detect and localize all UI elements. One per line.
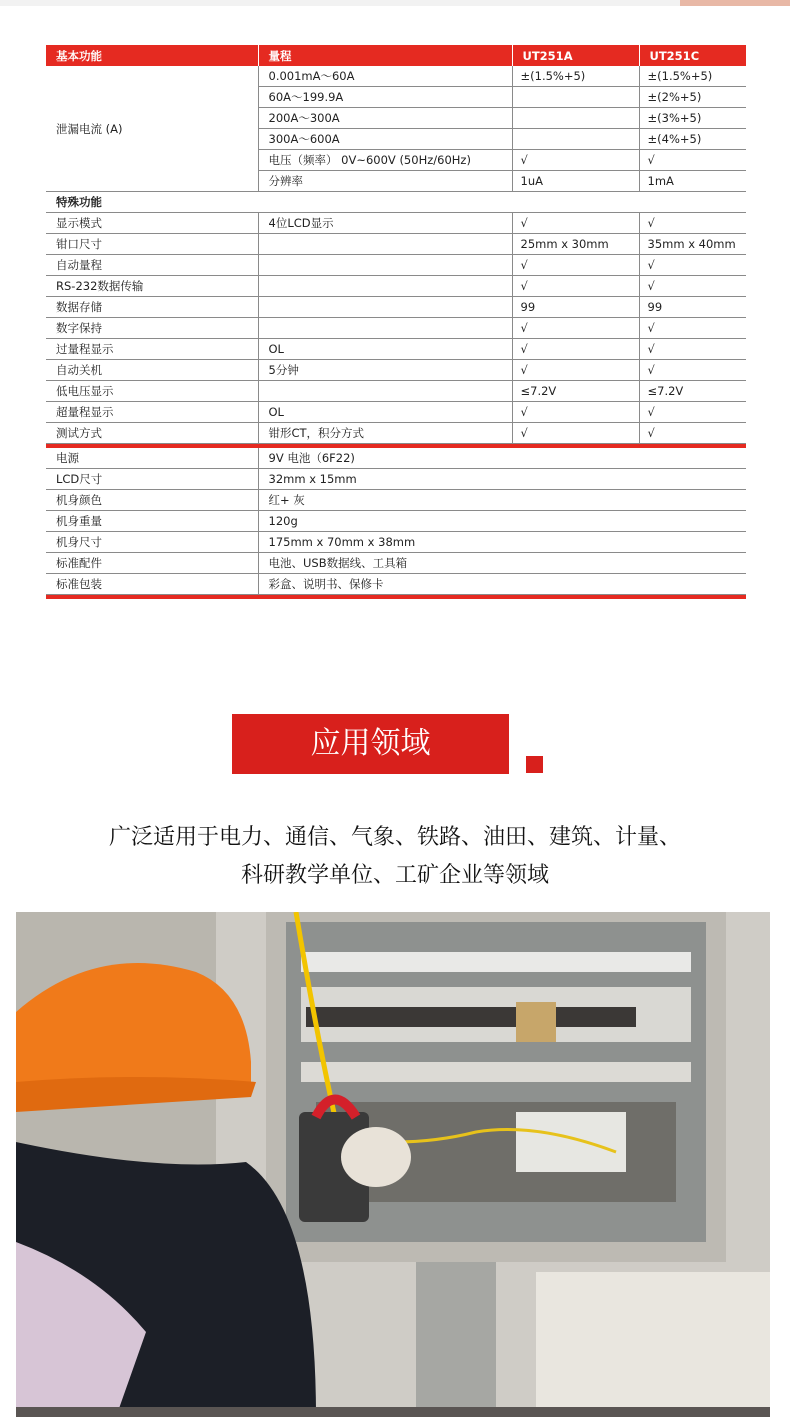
table-cell: √ — [639, 255, 746, 276]
table-row — [46, 213, 746, 234]
table-cell: ±(2%+5) — [639, 87, 746, 108]
table-cell — [258, 297, 512, 318]
table-cell: 数字保持 — [46, 318, 258, 339]
table-cell: 自动量程 — [46, 255, 258, 276]
table-cell: 电池、USB数据线、工具箱 — [258, 553, 746, 574]
table-cell: √ — [639, 360, 746, 381]
table-cell — [258, 276, 512, 297]
table-cell: 标准包装 — [46, 574, 258, 595]
table-cell: 机身重量 — [46, 511, 258, 532]
table-cell: 300A～600A — [258, 129, 512, 150]
table-cell: ±(1.5%+5) — [639, 66, 746, 87]
table-cell: RS-232数据传输 — [46, 276, 258, 297]
leakage-label: 泄漏电流 (A) — [46, 66, 258, 192]
table-cell: 钳形CT，积分方式 — [258, 423, 512, 444]
table-cell: 99 — [512, 297, 639, 318]
table-cell: √ — [639, 402, 746, 423]
table-cell: 红+ 灰 — [258, 490, 746, 511]
table-cell: √ — [512, 150, 639, 171]
table-row — [46, 276, 746, 297]
table-cell: √ — [639, 423, 746, 444]
table-cell: 数据存储 — [46, 297, 258, 318]
table-cell: √ — [512, 255, 639, 276]
table-cell: OL — [258, 339, 512, 360]
table-cell: √ — [639, 276, 746, 297]
table-row — [46, 511, 746, 532]
table-cell: 99 — [639, 297, 746, 318]
table-cell: 35mm x 40mm — [639, 234, 746, 255]
table-cell: 1uA — [512, 171, 639, 192]
header-basic-function: 基本功能 — [46, 45, 258, 66]
table-cell: 彩盒、说明书、保修卡 — [258, 574, 746, 595]
photo-illustration — [16, 912, 770, 1417]
table-row — [46, 255, 746, 276]
table-cell: LCD尺寸 — [46, 469, 258, 490]
red-separator-bottom — [46, 595, 746, 600]
table-row — [46, 339, 746, 360]
table-cell: √ — [512, 276, 639, 297]
table-row — [46, 423, 746, 444]
table-cell — [258, 381, 512, 402]
table-cell: 电源 — [46, 448, 258, 469]
table-cell: 25mm x 30mm — [512, 234, 639, 255]
table-row — [46, 381, 746, 402]
table-cell: ≤7.2V — [512, 381, 639, 402]
table-row — [46, 297, 746, 318]
section-header-special — [46, 192, 746, 213]
table-cell: 4位LCD显示 — [258, 213, 512, 234]
table-cell: 超量程显示 — [46, 402, 258, 423]
table-row — [46, 490, 746, 511]
special-title: 特殊功能 — [46, 192, 746, 213]
table-cell: 显示模式 — [46, 213, 258, 234]
top-divider — [0, 0, 790, 6]
table-row — [46, 360, 746, 381]
table-cell — [258, 318, 512, 339]
application-title: 应用领域 — [232, 714, 509, 774]
table-cell: 钳口尺寸 — [46, 234, 258, 255]
table-cell: 电压（频率） 0V~600V (50Hz/60Hz) — [258, 150, 512, 171]
table-cell: √ — [639, 339, 746, 360]
decorative-square-icon — [526, 756, 543, 773]
table-cell: 过量程显示 — [46, 339, 258, 360]
application-line-2: 科研教学单位、工矿企业等领域 — [240, 863, 549, 888]
header-ut251a: UT251A — [512, 45, 639, 66]
table-cell: √ — [639, 213, 746, 234]
table-cell: √ — [639, 318, 746, 339]
table-cell: 120g — [258, 511, 746, 532]
table-cell: √ — [512, 339, 639, 360]
table-cell: √ — [512, 318, 639, 339]
general-rows — [46, 448, 746, 595]
table-cell: 测试方式 — [46, 423, 258, 444]
table-row — [46, 318, 746, 339]
table-cell: √ — [639, 150, 746, 171]
table-cell: ±(4%+5) — [639, 129, 746, 150]
table-cell: √ — [512, 213, 639, 234]
table-cell: ≤7.2V — [639, 381, 746, 402]
table-cell: 32mm x 15mm — [258, 469, 746, 490]
table-cell: 1mA — [639, 171, 746, 192]
table-cell — [258, 234, 512, 255]
table-row — [46, 234, 746, 255]
table-cell: √ — [512, 402, 639, 423]
application-line-1: 广泛适用于电力、通信、气象、铁路、油田、建筑、计量、 — [108, 825, 681, 850]
table-cell: 175mm x 70mm x 38mm — [258, 532, 746, 553]
table-cell: 自动关机 — [46, 360, 258, 381]
header-range: 量程 — [258, 45, 512, 66]
table-cell: 低电压显示 — [46, 381, 258, 402]
table-cell: 5分钟 — [258, 360, 512, 381]
table-cell: 机身尺寸 — [46, 532, 258, 553]
spec-header-row — [46, 45, 746, 66]
table-cell: 分辨率 — [258, 171, 512, 192]
table-cell: 60A～199.9A — [258, 87, 512, 108]
table-cell: √ — [512, 360, 639, 381]
table-cell: √ — [512, 423, 639, 444]
table-cell: 标准配件 — [46, 553, 258, 574]
table-cell: OL — [258, 402, 512, 423]
special-rows — [46, 213, 746, 444]
table-row — [46, 574, 746, 595]
table-row — [46, 532, 746, 553]
worker-measuring-panel-photo — [16, 912, 770, 1417]
header-ut251c: UT251C — [639, 45, 746, 66]
table-row — [46, 448, 746, 469]
table-cell — [512, 87, 639, 108]
table-row — [46, 402, 746, 423]
table-cell: 0.001mA～60A — [258, 66, 512, 87]
table-cell — [258, 255, 512, 276]
table-cell — [512, 129, 639, 150]
table-cell — [512, 108, 639, 129]
table-row — [46, 66, 746, 87]
table-row — [46, 553, 746, 574]
table-cell: 机身颜色 — [46, 490, 258, 511]
table-row — [46, 469, 746, 490]
table-cell: 200A～300A — [258, 108, 512, 129]
table-cell: ±(3%+5) — [639, 108, 746, 129]
table-cell: ±(1.5%+5) — [512, 66, 639, 87]
table-cell: 9V 电池（6F22) — [258, 448, 746, 469]
spec-table — [46, 45, 746, 599]
